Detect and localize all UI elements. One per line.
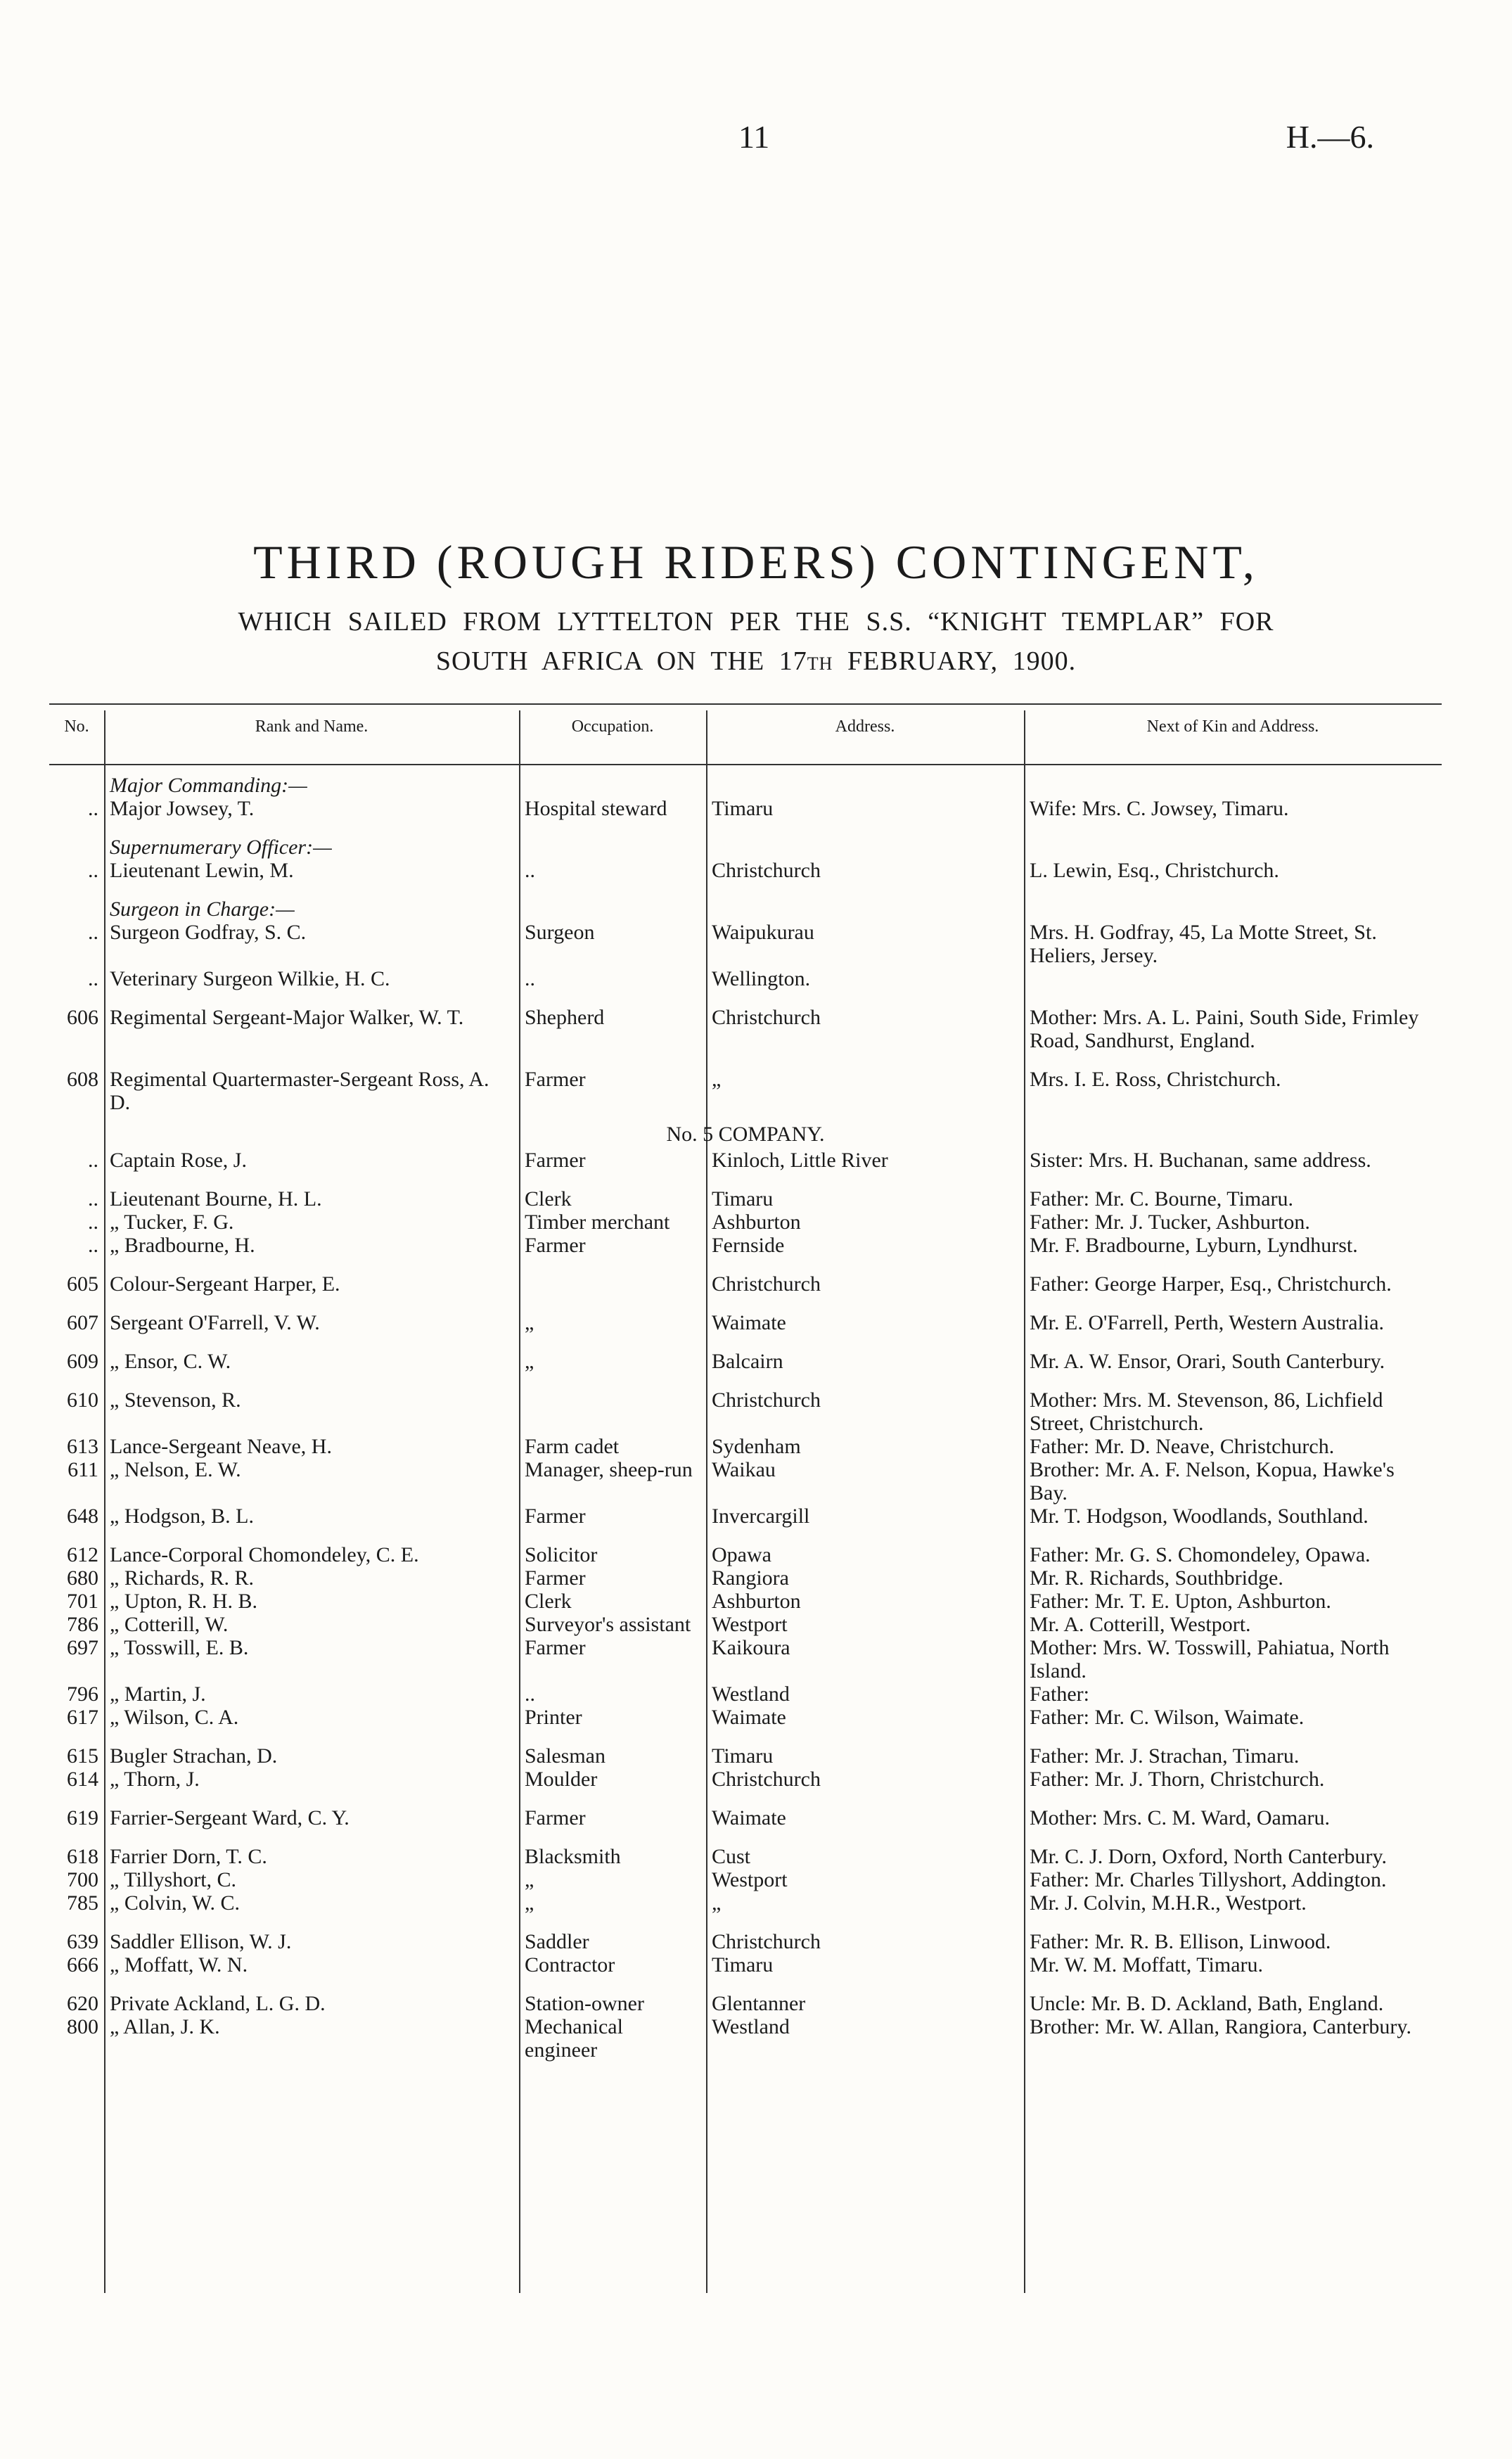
cell-occupation: Contractor — [525, 1953, 615, 1976]
document-subtitle-line-2 — [0, 646, 1512, 677]
table-row — [49, 1006, 1442, 1052]
table-row — [49, 1806, 1442, 1829]
cell-next-of-kin: Wife: Mrs. C. Jowsey, Timaru. — [1030, 797, 1289, 820]
table-row — [49, 1744, 1442, 1768]
cell-next-of-kin: Father: George Harper, Esq., Christchurch. — [1030, 1272, 1392, 1296]
cell-occupation: Station-owner — [525, 1992, 644, 2015]
cell-next-of-kin: Brother: Mr. A. F. Nelson, Kopua, Hawke's Bay. — [1030, 1458, 1395, 1505]
cell-occupation: .. — [525, 967, 535, 990]
cell-next-of-kin: Sister: Mrs. H. Buchanan, same address. — [1030, 1149, 1371, 1172]
table-row — [49, 797, 1442, 820]
cell-number: 666 — [67, 1953, 98, 1976]
cell-next-of-kin: Mr. W. M. Moffatt, Timaru. — [1030, 1953, 1264, 1976]
cell-rank-name: Lance-Sergeant Neave, H. — [110, 1435, 332, 1458]
table-row — [49, 1435, 1442, 1458]
cell-rank-name: „ Colvin, W. C. — [110, 1891, 241, 1915]
cell-rank-name: Farrier Dorn, T. C. — [110, 1845, 267, 1868]
cell-address: Westland — [712, 2015, 790, 2038]
cell-rank-name: „ Thorn, J. — [110, 1768, 200, 1791]
table-row — [49, 967, 1442, 990]
spacer-cell — [49, 1791, 1442, 1806]
cell-address: Cust — [712, 1845, 751, 1868]
cell-occupation — [519, 1272, 706, 1296]
cell-occupation: Farmer — [525, 1234, 586, 1257]
spacer-cell — [49, 1334, 1442, 1350]
row-spacer — [49, 1976, 1442, 1992]
cell-next-of-kin: Mr. R. Richards, Southbridge. — [1030, 1566, 1283, 1590]
row-spacer — [49, 1334, 1442, 1350]
cell-occupation: „ — [525, 1311, 534, 1334]
cell-next-of-kin: Father: — [1030, 1682, 1089, 1706]
table-row — [49, 1388, 1442, 1435]
cell-next-of-kin — [1024, 967, 1442, 990]
cell-rank-name: „ Tucker, F. G. — [110, 1211, 234, 1234]
table-row — [49, 1768, 1442, 1791]
cell-address: Fernside — [712, 1234, 785, 1257]
cell-address: Christchurch — [712, 1272, 821, 1296]
spacer-cell — [49, 1373, 1442, 1388]
cell-number: 611 — [68, 1458, 98, 1481]
cell-number: .. — [88, 1234, 98, 1257]
cell-number: .. — [88, 797, 98, 820]
cell-address: Kinloch, Little River — [712, 1149, 888, 1172]
cell-address: Westport — [712, 1868, 788, 1891]
cell-address: Timaru — [712, 1744, 774, 1768]
cell-address: Wellington. — [712, 967, 811, 990]
cell-rank-name: „ Upton, R. H. B. — [110, 1590, 257, 1613]
table-top-rule — [49, 703, 1442, 705]
cell-rank-name: „ Richards, R. R. — [110, 1566, 254, 1590]
cell-address: Westland — [712, 1682, 790, 1706]
cell-next-of-kin: Father: Mr. G. S. Chomondeley, Opawa. — [1030, 1543, 1371, 1566]
cell-rank-name: Lieutenant Lewin, M. — [110, 859, 294, 882]
header-bottom-rule — [49, 764, 1442, 765]
cell-number: .. — [88, 1187, 98, 1211]
table-row — [49, 1845, 1442, 1868]
cell-number: 680 — [67, 1566, 98, 1590]
cell-number: 700 — [67, 1868, 98, 1891]
company-heading-row — [49, 1114, 1442, 1149]
cell-address: Invercargill — [712, 1505, 810, 1528]
table-row — [49, 1992, 1442, 2015]
cell-rank-name: Lance-Corporal Chomondeley, C. E. — [110, 1543, 419, 1566]
row-spacer — [49, 1829, 1442, 1845]
table-row — [49, 1350, 1442, 1373]
contingent-roll-table — [49, 774, 1442, 2062]
cell-next-of-kin: Mr. J. Colvin, M.H.R., Westport. — [1030, 1891, 1307, 1915]
cell-number: 785 — [67, 1891, 98, 1915]
cell-address: Opawa — [712, 1543, 771, 1566]
subtitle-date-part-1: SOUTH AFRICA ON THE 17 — [435, 646, 807, 676]
cell-rank-name: Major Jowsey, T. — [110, 797, 255, 820]
cell-rank-name: „ Tosswill, E. B. — [110, 1636, 249, 1659]
cell-next-of-kin: Mr. A. W. Ensor, Orari, South Canterbury. — [1030, 1350, 1385, 1373]
cell-address: Ashburton — [712, 1211, 801, 1234]
cell-number: 608 — [67, 1068, 98, 1091]
section-heading: Surgeon in Charge:— — [110, 898, 295, 921]
cell-next-of-kin: Father: Mr. C. Bourne, Timaru. — [1030, 1187, 1294, 1211]
empty-cell — [49, 774, 104, 797]
table-row — [49, 1706, 1442, 1729]
row-spacer — [49, 820, 1442, 836]
cell-rank-name: Regimental Sergeant-Major Walker, W. T. — [110, 1006, 464, 1029]
cell-next-of-kin: Mr. T. Hodgson, Woodlands, Southland. — [1030, 1505, 1369, 1528]
empty-cell — [49, 836, 104, 859]
cell-rank-name: „ Cotterill, W. — [110, 1613, 229, 1636]
cell-number: 609 — [67, 1350, 98, 1373]
cell-address: Christchurch — [712, 1930, 821, 1953]
empty-cell — [49, 898, 104, 921]
cell-number: 618 — [67, 1845, 98, 1868]
cell-rank-name: „ Stevenson, R. — [110, 1388, 241, 1412]
cell-occupation: „ — [525, 1891, 534, 1915]
cell-next-of-kin: Father: Mr. Charles Tillyshort, Addington. — [1030, 1868, 1387, 1891]
table-row — [49, 859, 1442, 882]
table-row — [49, 1590, 1442, 1613]
table-row — [49, 921, 1442, 967]
cell-occupation: Farmer — [525, 1505, 586, 1528]
cell-address: Ashburton — [712, 1590, 801, 1613]
cell-number: 613 — [67, 1435, 98, 1458]
spacer-cell — [49, 1976, 1442, 1992]
spacer-cell — [49, 1829, 1442, 1845]
cell-rank-name: Sergeant O'Farrell, V. W. — [110, 1311, 320, 1334]
cell-address: Christchurch — [712, 1388, 821, 1412]
cell-occupation: Salesman — [525, 1744, 606, 1768]
cell-number: 701 — [67, 1590, 98, 1613]
table-row — [49, 1636, 1442, 1682]
spacer-cell — [49, 882, 1442, 898]
cell-address: Waimate — [712, 1806, 786, 1829]
cell-number: 607 — [67, 1311, 98, 1334]
cell-occupation: Farmer — [525, 1806, 586, 1829]
cell-number: 800 — [67, 2015, 98, 2038]
cell-occupation: Clerk — [525, 1590, 572, 1613]
cell-number: .. — [88, 1211, 98, 1234]
cell-occupation: .. — [525, 859, 535, 882]
row-spacer — [49, 1172, 1442, 1187]
row-spacer — [49, 1915, 1442, 1930]
spacer-cell — [49, 1915, 1442, 1930]
cell-next-of-kin: Brother: Mr. W. Allan, Rangiora, Canterbury. — [1030, 2015, 1411, 2038]
cell-number: 615 — [67, 1744, 98, 1768]
cell-next-of-kin: Father: Mr. C. Wilson, Waimate. — [1030, 1706, 1305, 1729]
table-row — [49, 1068, 1442, 1114]
cell-occupation: Farmer — [525, 1566, 586, 1590]
table-row — [49, 1211, 1442, 1234]
cell-rank-name: „ Wilson, C. A. — [110, 1706, 239, 1729]
cell-rank-name: „ Hodgson, B. L. — [110, 1505, 254, 1528]
cell-address: Kaikoura — [712, 1636, 790, 1659]
cell-rank-name: Veterinary Surgeon Wilkie, H. C. — [110, 967, 390, 990]
cell-occupation: Timber merchant — [525, 1211, 670, 1234]
cell-occupation: Farmer — [525, 1636, 586, 1659]
row-spacer — [49, 990, 1442, 1006]
cell-rank-name: Saddler Ellison, W. J. — [110, 1930, 292, 1953]
spacer-cell — [49, 1257, 1442, 1272]
cell-number: 786 — [67, 1613, 98, 1636]
cell-number: 620 — [67, 1992, 98, 2015]
cell-address: Timaru — [712, 1953, 774, 1976]
cell-address: Rangiora — [712, 1566, 789, 1590]
cell-occupation: Farm cadet — [525, 1435, 620, 1458]
spacer-cell — [49, 990, 1442, 1006]
cell-rank-name: Private Ackland, L. G. D. — [110, 1992, 326, 2015]
roll-table-body — [49, 774, 1442, 2062]
table-row — [49, 1613, 1442, 1636]
spacer-cell — [49, 1528, 1442, 1543]
section-heading-row — [49, 836, 1442, 859]
table-row — [49, 1458, 1442, 1505]
cell-address: Glentanner — [712, 1992, 806, 2015]
cell-occupation — [519, 1388, 706, 1435]
cell-address: „ — [712, 1891, 722, 1915]
cell-number: 619 — [67, 1806, 98, 1829]
cell-next-of-kin: Father: Mr. J. Strachan, Timaru. — [1030, 1744, 1300, 1768]
cell-occupation: Solicitor — [525, 1543, 598, 1566]
cell-next-of-kin: Father: Mr. J. Thorn, Christchurch. — [1030, 1768, 1325, 1791]
cell-address: Timaru — [712, 797, 774, 820]
cell-address: Waikau — [712, 1458, 776, 1481]
cell-occupation: Clerk — [525, 1187, 572, 1211]
cell-address: Waimate — [712, 1311, 786, 1334]
cell-next-of-kin: Mr. E. O'Farrell, Perth, Western Australia. — [1030, 1311, 1385, 1334]
table-row — [49, 1682, 1442, 1706]
row-spacer — [49, 1373, 1442, 1388]
document-reference: H.—6. — [1286, 119, 1374, 155]
cell-occupation: .. — [525, 1682, 535, 1706]
spacer-cell — [49, 1052, 1442, 1068]
table-row — [49, 1953, 1442, 1976]
table-row — [49, 1272, 1442, 1296]
cell-number: .. — [88, 967, 98, 990]
cell-occupation: Moulder — [525, 1768, 598, 1791]
cell-occupation: „ — [525, 1350, 534, 1373]
document-title: THIRD (ROUGH RIDERS) CONTINGENT, — [253, 535, 1259, 589]
cell-address: Christchurch — [712, 1768, 821, 1791]
cell-number: .. — [88, 859, 98, 882]
row-spacer — [49, 1791, 1442, 1806]
company-heading: No. 5 COMPANY. — [666, 1123, 825, 1146]
cell-occupation: Manager, sheep-run — [525, 1458, 693, 1481]
spacer-cell — [49, 1172, 1442, 1187]
cell-rank-name: „ Bradbourne, H. — [110, 1234, 255, 1257]
section-heading-row — [49, 774, 1442, 797]
subtitle-date-ordinal: TH — [807, 653, 833, 674]
cell-next-of-kin: Mr. A. Cotterill, Westport. — [1030, 1613, 1251, 1636]
section-heading: Major Commanding:— — [110, 774, 307, 797]
cell-next-of-kin: Uncle: Mr. B. D. Ackland, Bath, England. — [1030, 1992, 1384, 2015]
cell-occupation: Shepherd — [525, 1006, 605, 1029]
section-heading-row — [49, 898, 1442, 921]
cell-next-of-kin: Father: Mr. D. Neave, Christchurch. — [1030, 1435, 1335, 1458]
table-row — [49, 1505, 1442, 1528]
cell-rank-name: Farrier-Sergeant Ward, C. Y. — [110, 1806, 350, 1829]
cell-rank-name: Colour-Sergeant Harper, E. — [110, 1272, 340, 1296]
cell-occupation: Printer — [525, 1706, 582, 1729]
column-header-address: Address. — [835, 717, 895, 736]
cell-occupation: Mechanical engineer — [525, 2015, 623, 2062]
column-header-no: No. — [64, 717, 89, 736]
cell-occupation: Farmer — [525, 1068, 586, 1091]
cell-number: 697 — [67, 1636, 98, 1659]
cell-occupation: Hospital steward — [525, 797, 667, 820]
cell-rank-name: Bugler Strachan, D. — [110, 1744, 278, 1768]
cell-next-of-kin: Father: Mr. R. B. Ellison, Linwood. — [1030, 1930, 1331, 1953]
cell-number: .. — [88, 1149, 98, 1172]
cell-address: Waimate — [712, 1706, 786, 1729]
table-row — [49, 1566, 1442, 1590]
spacer-cell — [49, 820, 1442, 836]
cell-rank-name: „ Tillyshort, C. — [110, 1868, 237, 1891]
cell-rank-name: „ Martin, J. — [110, 1682, 206, 1706]
column-header-next-of-kin: Next of Kin and Address. — [1146, 717, 1319, 736]
cell-rank-name: Captain Rose, J. — [110, 1149, 247, 1172]
cell-number: 648 — [67, 1505, 98, 1528]
cell-occupation: Surveyor's assistant — [525, 1613, 691, 1636]
cell-number: 605 — [67, 1272, 98, 1296]
cell-occupation: Surgeon — [525, 921, 595, 944]
table-row — [49, 1543, 1442, 1566]
cell-number: 610 — [67, 1388, 98, 1412]
table-row — [49, 1234, 1442, 1257]
table-row — [49, 1930, 1442, 1953]
cell-address: „ — [712, 1068, 722, 1091]
subtitle-date-part-2: FEBRUARY, 1900. — [833, 646, 1077, 676]
cell-rank-name: „ Nelson, E. W. — [110, 1458, 241, 1481]
cell-next-of-kin: Father: Mr. J. Tucker, Ashburton. — [1030, 1211, 1310, 1234]
row-spacer — [49, 882, 1442, 898]
row-spacer — [49, 1296, 1442, 1311]
cell-rank-name: „ Moffatt, W. N. — [110, 1953, 248, 1976]
section-heading: Supernumerary Officer:— — [110, 836, 332, 859]
table-row — [49, 1891, 1442, 1915]
cell-rank-name: Lieutenant Bourne, H. L. — [110, 1187, 322, 1211]
cell-address: Timaru — [712, 1187, 774, 1211]
cell-number: 614 — [67, 1768, 98, 1791]
cell-occupation: Blacksmith — [525, 1845, 621, 1868]
cell-occupation: Farmer — [525, 1149, 586, 1172]
cell-number: 639 — [67, 1930, 98, 1953]
column-header-rank: Rank and Name. — [255, 717, 369, 736]
cell-next-of-kin: Mother: Mrs. M. Stevenson, 86, Lichfield Street, Christchurch. — [1030, 1388, 1383, 1435]
cell-occupation: Saddler — [525, 1930, 589, 1953]
cell-next-of-kin: Mother: Mrs. W. Tosswill, Pahiatua, North Island. — [1030, 1636, 1390, 1682]
table-row — [49, 1868, 1442, 1891]
cell-next-of-kin: Mr. F. Bradbourne, Lyburn, Lyndhurst. — [1030, 1234, 1358, 1257]
table-row — [49, 1187, 1442, 1211]
spacer-cell — [49, 1729, 1442, 1744]
cell-occupation: „ — [525, 1868, 534, 1891]
cell-rank-name: Regimental Quartermaster-Sergeant Ross, A. D. — [110, 1068, 489, 1114]
cell-next-of-kin: Mr. C. J. Dorn, Oxford, North Canterbury. — [1030, 1845, 1387, 1868]
cell-next-of-kin: Mother: Mrs. C. M. Ward, Oamaru. — [1030, 1806, 1330, 1829]
cell-address: Balcairn — [712, 1350, 783, 1373]
cell-next-of-kin: Mrs. H. Godfray, 45, La Motte Street, St. Heliers, Jersey. — [1030, 921, 1377, 967]
cell-rank-name: „ Ensor, C. W. — [110, 1350, 231, 1373]
table-row — [49, 2015, 1442, 2062]
table-row — [49, 1149, 1442, 1172]
page-number: 11 — [738, 119, 770, 155]
cell-rank-name: „ Allan, J. K. — [110, 2015, 220, 2038]
cell-next-of-kin: Mrs. I. E. Ross, Christchurch. — [1030, 1068, 1281, 1091]
document-subtitle-line-1: WHICH SAILED FROM LYTTELTON PER THE S.S. “KNIGHT TEMPLAR” FOR — [238, 607, 1274, 637]
cell-number: 617 — [67, 1706, 98, 1729]
cell-number: 612 — [67, 1543, 98, 1566]
cell-number: .. — [88, 921, 98, 944]
cell-address: Sydenham — [712, 1435, 801, 1458]
cell-number: 796 — [67, 1682, 98, 1706]
row-spacer — [49, 1052, 1442, 1068]
table-row — [49, 1311, 1442, 1334]
cell-address: Waipukurau — [712, 921, 814, 944]
row-spacer — [49, 1729, 1442, 1744]
spacer-cell — [49, 1296, 1442, 1311]
cell-rank-name: Surgeon Godfray, S. C. — [110, 921, 307, 944]
cell-next-of-kin: Father: Mr. T. E. Upton, Ashburton. — [1030, 1590, 1331, 1613]
cell-number: 606 — [67, 1006, 98, 1029]
cell-address: Christchurch — [712, 1006, 821, 1029]
column-header-occupation: Occupation. — [571, 717, 654, 736]
cell-address: Westport — [712, 1613, 788, 1636]
cell-next-of-kin: Mother: Mrs. A. L. Paini, South Side, Frimley Road, Sandhurst, England. — [1030, 1006, 1419, 1052]
row-spacer — [49, 1257, 1442, 1272]
cell-next-of-kin: L. Lewin, Esq., Christchurch. — [1030, 859, 1279, 882]
cell-address: Christchurch — [712, 859, 821, 882]
row-spacer — [49, 1528, 1442, 1543]
